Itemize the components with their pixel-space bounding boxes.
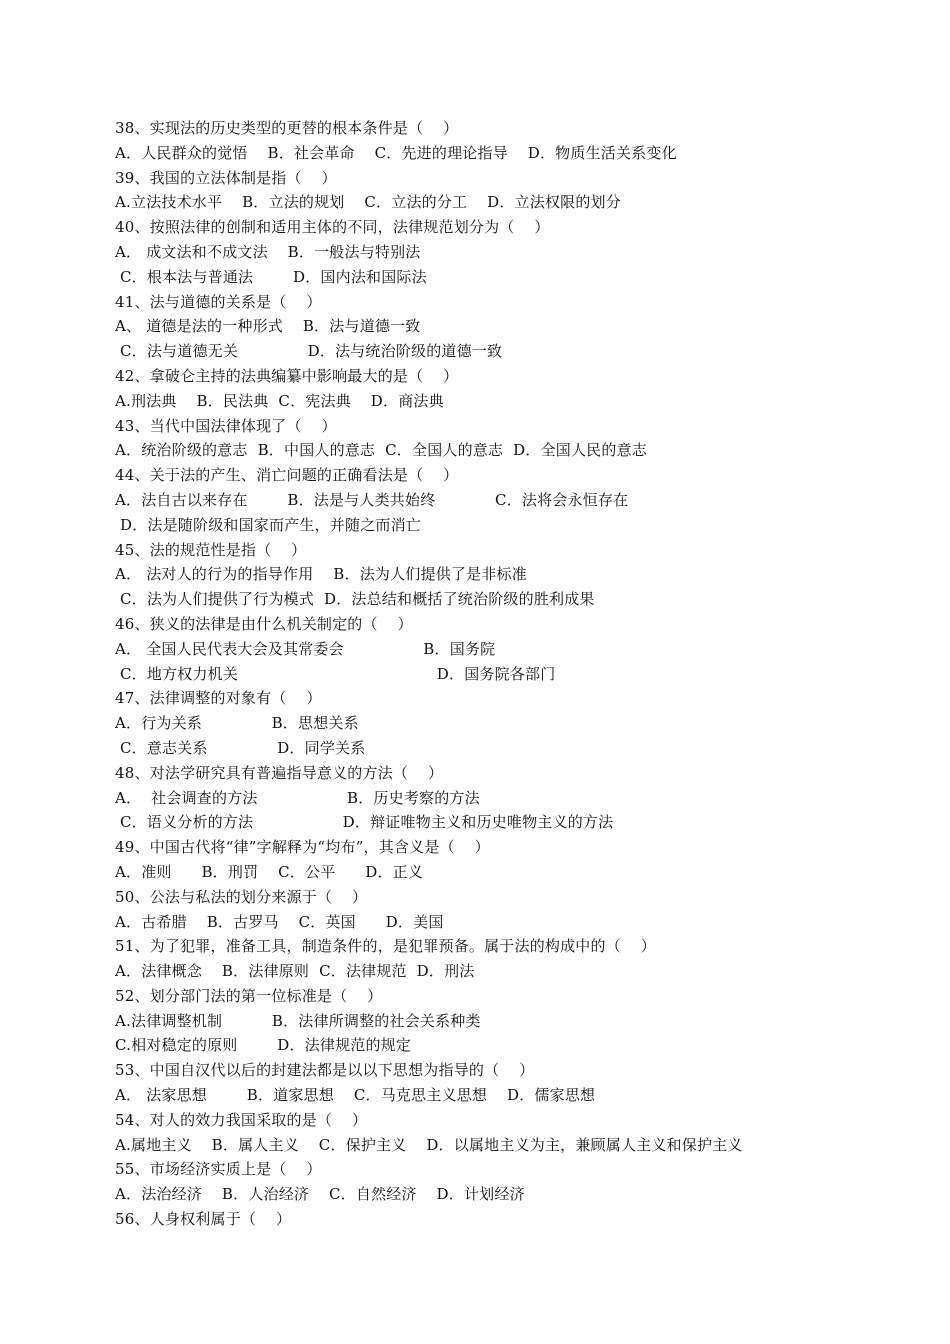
document-line: A． 法对人的行为的指导作用 B．法为人们提供了是非标准 bbox=[115, 565, 527, 584]
document-line: 45、法的规范性是指（ ） bbox=[115, 540, 307, 559]
document-line: A.属地主义 B．属人主义 C．保护主义 D．以属地主义为主，兼顾属人主义和保护主义 bbox=[115, 1135, 743, 1154]
document-line: C．语义分析的方法 D．辩证唯物主义和历史唯物主义的方法 bbox=[115, 813, 614, 832]
document-line: C．地方权力机关 D．国务院各部门 bbox=[115, 664, 556, 683]
document-line: 49、中国古代将“律”字解释为“均布”，其含义是（ ） bbox=[115, 838, 490, 857]
document-line: C．法为人们提供了行为模式 D．法总结和概括了统治阶级的胜利成果 bbox=[115, 590, 595, 609]
document-line: 55、市场经济实质上是（ ） bbox=[115, 1160, 322, 1179]
document-line: A．行为关系 B．思想关系 bbox=[115, 714, 359, 733]
document-line: 46、狭义的法律是由什么机关制定的（ ） bbox=[115, 614, 413, 633]
document-line: 44、关于法的产生、消亡问题的正确看法是（ ） bbox=[115, 466, 459, 485]
document-line: D．法是随阶级和国家而产生，并随之而消亡 bbox=[115, 515, 421, 534]
document-line: 41、法与道德的关系是（ ） bbox=[115, 292, 322, 311]
document-line: 56、人身权利属于（ ） bbox=[115, 1210, 292, 1229]
document-line: 53、中国自汉代以后的封建法都是以以下思想为指导的（ ） bbox=[115, 1061, 535, 1080]
document-line: A.立法技术水平 B．立法的规划 C．立法的分工 D．立法权限的划分 bbox=[115, 193, 621, 212]
document-line: A．统治阶级的意志 B．中国人的意志 C．全国人的意志 D．全国人民的意志 bbox=[115, 441, 647, 460]
document-line: 48、对法学研究具有普遍指导意义的方法（ ） bbox=[115, 763, 444, 782]
document-line: A.法律调整机制 B．法律所调整的社会关系种类 bbox=[115, 1011, 481, 1030]
document-line: A． 成文法和不成文法 B．一般法与特别法 bbox=[115, 242, 421, 261]
document-line: A、 道德是法的一种形式 B．法与道德一致 bbox=[115, 317, 421, 336]
document-line: 52、划分部门法的第一位标准是（ ） bbox=[115, 986, 383, 1005]
document-line: A．法律概念 B．法律原则 C．法律规范 D．刑法 bbox=[115, 962, 475, 981]
document-line: 39、我国的立法体制是指（ ） bbox=[115, 168, 337, 187]
document-line: 50、公法与私法的划分来源于（ ） bbox=[115, 887, 368, 906]
document-line: A．法自古以来存在 B．法是与人类共始终 C．法将会永恒存在 bbox=[115, 490, 629, 509]
document-line: A．古希腊 B．古罗马 C．英国 D．美国 bbox=[115, 912, 444, 931]
document-line: A． 社会调查的方法 B．历史考察的方法 bbox=[115, 788, 480, 807]
document-line: 40、按照法律的创制和适用主体的不同，法律规范划分为（ ） bbox=[115, 218, 550, 237]
document-line: A．准则 B．刑罚 C．公平 D．正义 bbox=[115, 862, 424, 881]
document-line: A．法治经济 B．人治经济 C．自然经济 D．计划经济 bbox=[115, 1185, 525, 1204]
document-line: 43、当代中国法律体现了（ ） bbox=[115, 416, 337, 435]
document-line: C．意志关系 D．同学关系 bbox=[115, 738, 366, 757]
document-line: 47、法律调整的对象有（ ） bbox=[115, 689, 322, 708]
document-line: C．法与道德无关 D．法与统治阶级的道德一致 bbox=[115, 342, 503, 361]
document-line: 54、对人的效力我国采取的是（ ） bbox=[115, 1110, 368, 1129]
document-line: A．人民群众的觉悟 B．社会革命 C．先进的理论指导 D．物质生活关系变化 bbox=[115, 143, 677, 162]
document-line: C．根本法与普通法 D．国内法和国际法 bbox=[115, 267, 427, 286]
document-line: A． 全国人民代表大会及其常委会 B．国务院 bbox=[115, 639, 496, 658]
document-page bbox=[115, 116, 915, 1232]
document-line: A.刑法典 B．民法典 C．宪法典 D．商法典 bbox=[115, 391, 444, 410]
document-line: A． 法家思想 B．道家思想 C．马克思主义思想 D．儒家思想 bbox=[115, 1086, 596, 1105]
document-line: 51、为了犯罪，准备工具，制造条件的，是犯罪预备。属于法的构成中的（ ） bbox=[115, 937, 656, 956]
document-line: C.相对稳定的原则 D．法律规范的规定 bbox=[115, 1036, 412, 1055]
document-line: 38、实现法的历史类型的更替的根本条件是（ ） bbox=[115, 119, 459, 137]
document-line: 42、拿破仑主持的法典编纂中影响最大的是（ ） bbox=[115, 366, 459, 385]
